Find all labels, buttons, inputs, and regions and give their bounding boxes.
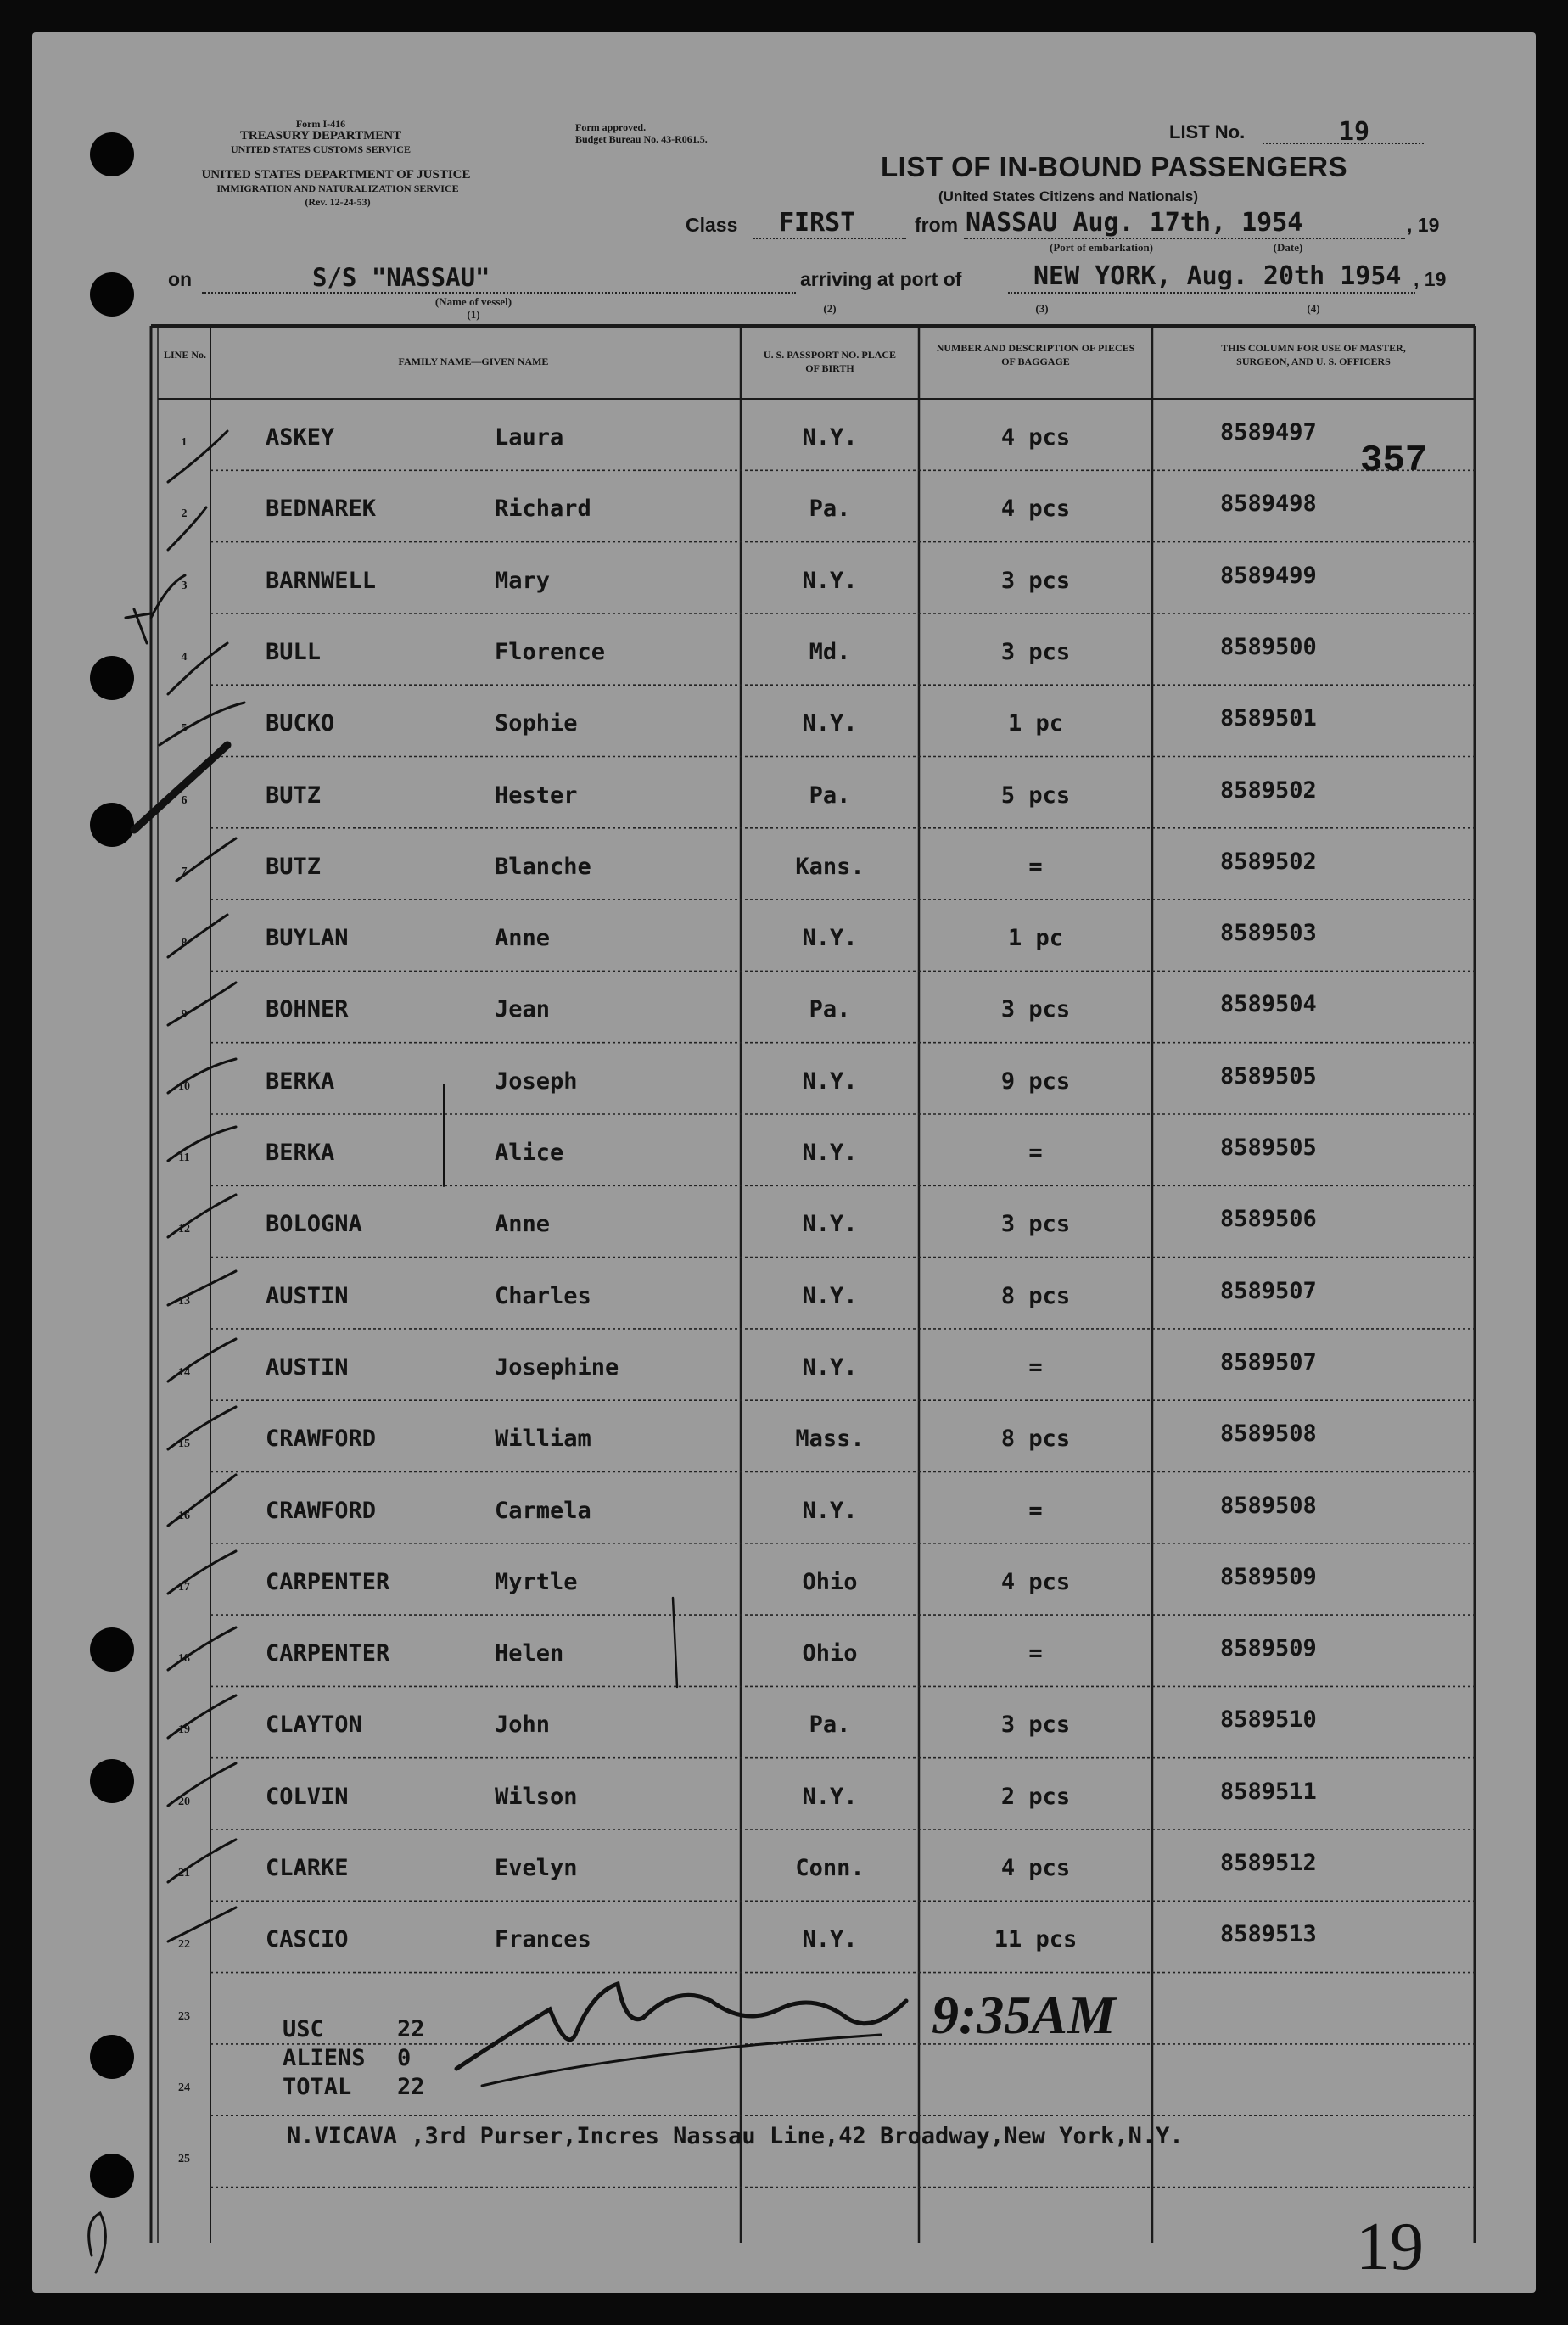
cell-place: N.Y. xyxy=(802,424,858,451)
cell-place: N.Y. xyxy=(802,1067,858,1095)
cell-place: Kans. xyxy=(795,853,865,880)
customs-service: UNITED STATES CUSTOMS SERVICE xyxy=(231,143,411,155)
cell-line: 15 xyxy=(178,1437,190,1451)
cell-given: Josephine xyxy=(495,1353,619,1381)
cell-place: Pa. xyxy=(809,1712,851,1739)
cell-baggage: 3 pcs xyxy=(1000,567,1071,594)
form-revision: (Rev. 12-24-53) xyxy=(305,196,371,208)
cell-official: 8589509 xyxy=(1220,1563,1317,1590)
year-suffix-1: , 19 xyxy=(1407,214,1440,236)
cell-line: 16 xyxy=(178,1509,190,1522)
cell-given: Anne xyxy=(495,1211,551,1238)
cell-place: N.Y. xyxy=(802,1140,858,1166)
purser-line: N.VICAVA ,3rd Purser,Incres Nassau Line,42 Broadway,New York,N.Y. xyxy=(287,2123,1184,2149)
col-num-3: (3) xyxy=(1035,302,1049,315)
cell-line: 5 xyxy=(181,722,188,736)
cell-given: Laura xyxy=(495,424,564,451)
cell-baggage: 8 pcs xyxy=(1000,1282,1071,1309)
cell-family: CASCIO xyxy=(266,1926,349,1953)
cell-given: Anne xyxy=(495,925,551,952)
vessel-name: S/S "NASSAU" xyxy=(312,263,490,292)
col-official: THIS COLUMN FOR USE OF MASTER, SURGEON, AND U. S. OFFICERS xyxy=(1221,342,1406,367)
list-no-label: LIST No. xyxy=(1169,121,1246,143)
form-approved: Form approved. xyxy=(575,121,647,133)
cell-line: 8 xyxy=(181,937,188,950)
date-caption: (Date) xyxy=(1273,241,1303,254)
cell-family: ASKEY xyxy=(266,424,335,451)
usc-label: USC xyxy=(283,2016,324,2042)
col-num-4: (4) xyxy=(1307,302,1320,315)
cell-official: 8589508 xyxy=(1220,1420,1317,1448)
cell-family: COLVIN xyxy=(266,1783,349,1810)
cell-line: 7 xyxy=(181,865,188,878)
cell-line: 3 xyxy=(181,579,188,592)
cell-baggage: 3 pcs xyxy=(1000,996,1071,1023)
cell-given: Mary xyxy=(495,567,551,594)
cell-official: 8589502 xyxy=(1220,848,1317,875)
cell-place: N.Y. xyxy=(802,1282,858,1309)
cell-given: John xyxy=(495,1712,551,1739)
cell-line: 17 xyxy=(178,1580,190,1594)
cell-line: 10 xyxy=(178,1079,190,1093)
cell-baggage: = xyxy=(1028,1140,1043,1166)
cell-official: 8589505 xyxy=(1220,1062,1317,1090)
page-title: LIST OF IN-BOUND PASSENGERS xyxy=(881,151,1348,182)
cell-place: Pa. xyxy=(809,996,851,1023)
cell-given: Florence xyxy=(495,638,606,665)
cell-baggage: 1 pc xyxy=(1007,925,1064,952)
cell-place: N.Y. xyxy=(802,1926,858,1953)
cell-family: BERKA xyxy=(266,1140,335,1166)
manifest-sheet xyxy=(32,32,1536,2293)
cell-line: 13 xyxy=(178,1294,190,1308)
cell-line: 12 xyxy=(178,1223,190,1236)
list-no-value: 19 xyxy=(1339,117,1370,147)
cell-family: BERKA xyxy=(266,1067,335,1095)
cell-place: Md. xyxy=(809,638,851,665)
cell-baggage: 3 pcs xyxy=(1000,1712,1071,1739)
cell-place: Pa. xyxy=(809,496,851,523)
on-label: on xyxy=(168,268,193,290)
aliens-label: ALIENS xyxy=(283,2045,366,2071)
cell-line: 18 xyxy=(178,1652,190,1666)
cell-family: CARPENTER xyxy=(266,1640,390,1667)
cell-line: 20 xyxy=(178,1795,190,1808)
cell-line: 21 xyxy=(178,1867,190,1880)
cell-official: 8589504 xyxy=(1220,991,1317,1018)
cell-family: CLAYTON xyxy=(266,1712,362,1739)
port-embark-caption: (Port of embarkation) xyxy=(1049,241,1154,254)
cell-place: N.Y. xyxy=(802,925,858,952)
col-num-1: (1) xyxy=(467,308,480,321)
cell-line: 4 xyxy=(181,650,188,664)
cell-family: BUTZ xyxy=(266,853,322,880)
aliens-value: 0 xyxy=(397,2045,412,2071)
cell-given: William xyxy=(495,1426,591,1453)
budget-bureau-no: Budget Bureau No. 43-R061.5. xyxy=(575,133,708,145)
cell-baggage: = xyxy=(1028,853,1043,880)
time-note: 9:35AM xyxy=(932,1985,1116,2045)
cell-given: Sophie xyxy=(495,710,578,737)
cell-place: N.Y. xyxy=(802,710,858,737)
col-passport: U. S. PASSPORT NO. PLACE OF BIRTH xyxy=(763,349,897,374)
cell-official: 8589503 xyxy=(1220,920,1317,947)
cell-official: 8589508 xyxy=(1220,1492,1317,1519)
cell-place: Mass. xyxy=(795,1426,865,1453)
dept-justice: UNITED STATES DEPARTMENT OF JUSTICE xyxy=(201,168,471,182)
cell-official: 8589512 xyxy=(1220,1850,1317,1876)
cell-family: CARPENTER xyxy=(266,1568,390,1595)
col-baggage: NUMBER AND DESCRIPTION OF PIECES OF BAGGAGE xyxy=(936,342,1135,367)
cell-given: Alice xyxy=(495,1140,564,1166)
total-value: 22 xyxy=(397,2074,425,2100)
cell-place: Pa. xyxy=(809,782,851,809)
from-value: NASSAU Aug. 17th, 1954 xyxy=(966,208,1303,238)
cell-family: BUCKO xyxy=(266,710,335,737)
cell-official: 8589497 xyxy=(1220,419,1317,445)
cell-baggage: 5 pcs xyxy=(1000,782,1071,809)
cell-official: 8589499 xyxy=(1220,562,1317,589)
cell-given: Helen xyxy=(495,1640,564,1667)
cell-baggage: 2 pcs xyxy=(1000,1783,1071,1810)
cell-family: BOHNER xyxy=(266,996,349,1023)
cell-baggage: 4 pcs xyxy=(1000,496,1071,523)
line-number: 25 xyxy=(178,2153,190,2166)
cell-baggage: 11 pcs xyxy=(994,1926,1078,1953)
cell-given: Wilson xyxy=(495,1783,578,1810)
cell-official: 8589511 xyxy=(1220,1778,1317,1805)
cell-baggage: = xyxy=(1028,1640,1043,1667)
cell-given: Myrtle xyxy=(495,1568,578,1595)
col-line-no: LINE No. xyxy=(163,349,206,361)
cell-family: CLARKE xyxy=(266,1855,349,1881)
class-value: FIRST xyxy=(779,208,856,238)
cell-baggage: 1 pc xyxy=(1007,710,1064,737)
cell-baggage: = xyxy=(1028,1353,1043,1381)
cell-line: 1 xyxy=(181,436,188,449)
cell-given: Evelyn xyxy=(495,1855,578,1881)
cell-given: Jean xyxy=(495,996,551,1023)
from-label: from xyxy=(915,214,959,236)
cell-line: 22 xyxy=(178,1938,190,1952)
arrival-value: NEW YORK, Aug. 20th 1954 xyxy=(1033,261,1402,291)
cell-family: CRAWFORD xyxy=(266,1426,377,1453)
arriving-label: arriving at port of xyxy=(800,268,962,290)
usc-value: 22 xyxy=(397,2016,425,2042)
total-label: TOTAL xyxy=(283,2074,352,2100)
cell-official: 8589507 xyxy=(1220,1277,1317,1304)
cell-family: BULL xyxy=(266,638,322,665)
cell-given: Hester xyxy=(495,782,578,809)
cell-official: 8589505 xyxy=(1220,1134,1317,1161)
cell-family: BARNWELL xyxy=(266,567,377,594)
cell-official: 8589500 xyxy=(1220,633,1317,660)
cell-place: Conn. xyxy=(795,1855,865,1881)
cell-place: N.Y. xyxy=(802,1211,858,1238)
cell-line: 19 xyxy=(178,1723,190,1737)
cell-family: CRAWFORD xyxy=(266,1497,377,1524)
cell-place: N.Y. xyxy=(802,567,858,594)
cell-given: Frances xyxy=(495,1926,591,1953)
cell-baggage: = xyxy=(1028,1497,1043,1524)
cell-family: AUSTIN xyxy=(266,1282,349,1309)
cell-family: AUSTIN xyxy=(266,1353,349,1381)
cell-line: 6 xyxy=(181,793,188,807)
immigration-service: IMMIGRATION AND NATURALIZATION SERVICE xyxy=(216,182,459,194)
dept-treasury: TREASURY DEPARTMENT xyxy=(239,129,402,143)
cell-baggage: 3 pcs xyxy=(1000,1211,1071,1238)
col-num-2: (2) xyxy=(823,302,837,315)
cell-official: 8589506 xyxy=(1220,1206,1317,1233)
cell-baggage: 4 pcs xyxy=(1000,424,1071,451)
cell-official: 8589502 xyxy=(1220,776,1317,804)
cell-baggage: 3 pcs xyxy=(1000,638,1071,665)
form-number: Form I-416 xyxy=(295,118,346,130)
cell-family: BUTZ xyxy=(266,782,322,809)
cell-official: 8589501 xyxy=(1220,705,1317,732)
cell-line: 11 xyxy=(178,1151,190,1164)
cell-place: N.Y. xyxy=(802,1353,858,1381)
cell-place: N.Y. xyxy=(802,1783,858,1810)
cell-place: Ohio xyxy=(802,1568,858,1595)
class-label: Class xyxy=(686,214,738,236)
cell-baggage: 8 pcs xyxy=(1000,1426,1071,1453)
pen-marks xyxy=(32,32,1536,2293)
cell-line: 9 xyxy=(181,1008,188,1022)
cell-given: Richard xyxy=(495,496,591,523)
cell-official: 8589507 xyxy=(1220,1348,1317,1375)
cell-family: BOLOGNA xyxy=(266,1211,362,1238)
line-number: 23 xyxy=(178,2009,190,2023)
cell-given: Charles xyxy=(495,1282,591,1309)
col-name: FAMILY NAME—GIVEN NAME xyxy=(398,356,549,367)
cell-family: BEDNAREK xyxy=(266,496,377,523)
cell-baggage: 4 pcs xyxy=(1000,1568,1071,1595)
cell-given: Blanche xyxy=(495,853,591,880)
cell-given: Carmela xyxy=(495,1497,591,1524)
stamp-number: 357 xyxy=(1360,440,1428,482)
cell-place: N.Y. xyxy=(802,1497,858,1524)
cell-baggage: 4 pcs xyxy=(1000,1855,1071,1881)
page-subtitle: (United States Citizens and Nationals) xyxy=(938,188,1199,204)
cell-official: 8589509 xyxy=(1220,1635,1317,1662)
cell-baggage: 9 pcs xyxy=(1000,1067,1071,1095)
page-number: 19 xyxy=(1356,2210,1424,2284)
cell-line: 14 xyxy=(178,1365,190,1379)
cell-line: 2 xyxy=(181,507,188,521)
line-number: 24 xyxy=(178,2081,190,2094)
year-suffix-2: , 19 xyxy=(1414,268,1447,290)
cell-given: Joseph xyxy=(495,1067,578,1095)
cell-family: BUYLAN xyxy=(266,925,349,952)
cell-official: 8589498 xyxy=(1220,490,1317,518)
cell-place: Ohio xyxy=(802,1640,858,1667)
cell-official: 8589510 xyxy=(1220,1706,1317,1734)
vessel-caption: (Name of vessel) xyxy=(434,295,512,308)
cell-official: 8589513 xyxy=(1220,1921,1317,1948)
